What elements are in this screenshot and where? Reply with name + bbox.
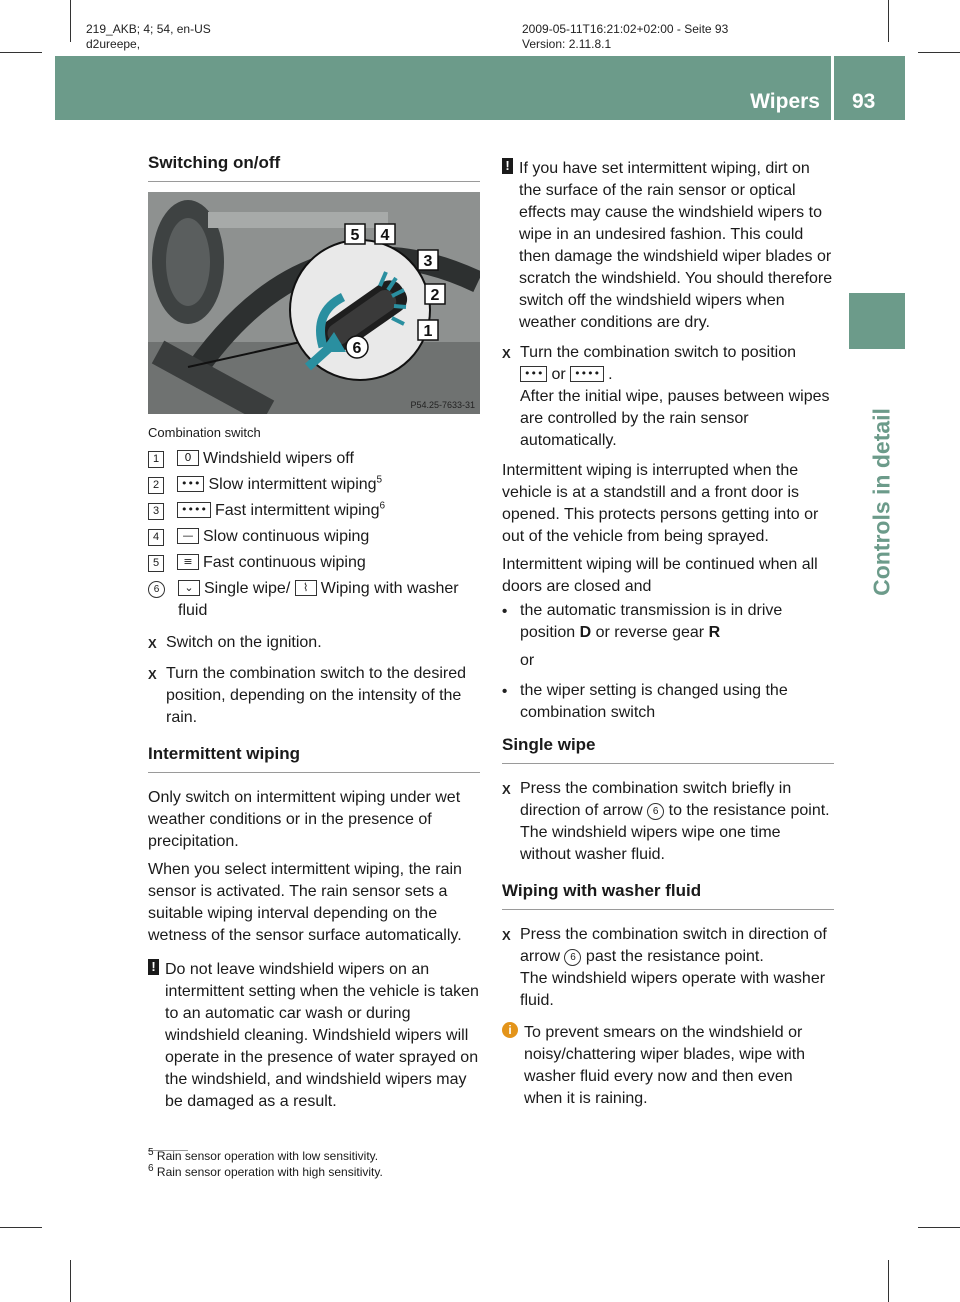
- bullet-item: [502, 680, 834, 724]
- steps-switching: [148, 632, 480, 729]
- legend-number: 2: [148, 477, 164, 494]
- crop-mark: [918, 52, 960, 53]
- step-result-text: The windshield wipers operate with washer fluid.: [520, 970, 826, 1009]
- legend-item: [148, 552, 480, 574]
- step-item: [148, 632, 480, 655]
- heading-washer: Wiping with washer fluid: [502, 880, 834, 910]
- step-arrow-icon: X: [148, 636, 157, 651]
- step-item: X Turn the combination switch to position ••• or •••• . After the initial wipe, pauses between wipes are controlled by the rain sensor automatically.: [502, 344, 830, 449]
- footnote: [148, 1164, 480, 1180]
- step-arrow-icon: X: [502, 782, 511, 797]
- combination-switch-figure: [148, 192, 480, 414]
- crop-mark: [888, 0, 889, 42]
- left-column: [148, 152, 480, 1121]
- legend-item: [148, 500, 480, 522]
- legend-number: 4: [148, 529, 164, 546]
- warning-icon: !: [148, 959, 159, 975]
- paragraph: When you select intermittent wiping, the rain sensor is activated. The rain sensor sets a suitable wiping interval depending on the wetness of the sensor surface automatically.: [148, 861, 462, 944]
- footnote-ref: 5: [376, 474, 383, 486]
- legend-text: Fast intermittent wiping: [214, 502, 380, 519]
- warning-icon: !: [502, 158, 513, 174]
- step-text: Turn the combination switch to the desired position, depending on the intensity of the rain.: [166, 665, 467, 726]
- svg-text:5: 5: [350, 227, 360, 244]
- wiper-off-icon: 0: [177, 450, 199, 466]
- chapter-label-text: Controls in detail: [868, 408, 895, 596]
- crop-mark: [70, 0, 71, 42]
- footnote: [148, 1148, 480, 1164]
- meta-left-line2: d2ureepe,: [86, 37, 141, 51]
- crop-mark: [888, 1260, 889, 1302]
- svg-text:6: 6: [352, 340, 362, 357]
- step-item: X Press the combination switch in direction of arrow 6 past the resistance point. The windshield wipers operate with washer fluid.: [502, 926, 827, 1009]
- step-item: [148, 663, 480, 729]
- or-text: or: [520, 652, 535, 669]
- legend-item: [148, 526, 480, 548]
- section-title: Wipers: [750, 90, 820, 113]
- info-note: [502, 1022, 834, 1110]
- info-icon: i: [502, 1022, 518, 1038]
- warning-note: [502, 158, 834, 334]
- crop-mark: [0, 1227, 42, 1228]
- bullet-item: • the automatic transmission is in drive position D or reverse gear R: [502, 602, 783, 641]
- crop-mark: [918, 1227, 960, 1228]
- fast-continuous-icon: ≡: [177, 554, 199, 570]
- meta-left-line1: 219_AKB; 4; 54, en-US: [86, 22, 211, 36]
- slow-intermittent-icon: •••: [177, 476, 204, 492]
- legend-number: 1: [148, 451, 164, 468]
- combination-switch-photo: [148, 192, 480, 414]
- step-arrow-icon: X: [502, 928, 511, 943]
- step-text: Turn the combination switch to position: [520, 344, 796, 361]
- meta-right-line1: 2009-05-11T16:21:02+02:00 - Seite 93: [522, 22, 729, 36]
- legend-text: Slow intermittent wiping: [208, 476, 377, 493]
- arrow-6-reference: 6: [647, 803, 664, 820]
- svg-text:1: 1: [423, 323, 433, 340]
- svg-text:3: 3: [423, 253, 433, 270]
- legend-item: [148, 448, 480, 470]
- crop-mark: [70, 1260, 71, 1302]
- arrow-6-reference: 6: [564, 949, 581, 966]
- paragraph: Intermittent wiping is interrupted when the vehicle is at a standstill and a front door is opened. This protects persons getting into or out of the vehicle from being sprayed.: [502, 462, 819, 545]
- bullet-icon: •: [502, 683, 508, 700]
- right-column: [502, 158, 834, 1118]
- legend-list: [148, 448, 480, 622]
- paragraph: Intermittent wiping will be continued when all doors are closed and: [502, 556, 818, 595]
- step-result-text: The windshield wipers wipe one time without washer fluid.: [520, 824, 781, 863]
- legend-number: 5: [148, 555, 164, 572]
- footnote-number: 6: [148, 1163, 154, 1174]
- photo-code: P54.25-7633-31: [410, 400, 475, 410]
- svg-text:2: 2: [430, 287, 440, 304]
- figure-caption: Combination switch: [148, 425, 261, 440]
- legend-item: [148, 474, 480, 496]
- footnote-number: 5: [148, 1147, 154, 1158]
- step-result-text: After the initial wipe, pauses between wipes are controlled by the rain sensor automatically.: [520, 388, 830, 449]
- legend-text: Fast continuous wiping: [203, 554, 366, 571]
- footnote-text: Rain sensor operation with low sensitivity.: [156, 1149, 379, 1163]
- crop-mark: [0, 52, 42, 53]
- heading-intermittent: Intermittent wiping: [148, 743, 480, 773]
- legend-text: Slow continuous wiping: [203, 528, 370, 545]
- washer-fluid-icon: ⌇: [295, 580, 317, 596]
- fast-intermittent-icon: ••••: [177, 502, 211, 518]
- heading-single-wipe: Single wipe: [502, 734, 834, 764]
- single-wipe-icon: ⌄: [178, 580, 200, 596]
- page-number: 93: [852, 90, 876, 113]
- step-arrow-icon: X: [502, 346, 511, 361]
- warning-note: [148, 959, 480, 1113]
- warning-text: Do not leave windshield wipers on an intermittent setting when the vehicle is taken to an automatic car wash or during windshield cleaning. Windshield wipers will operate in the presence of water sprayed on the windshield, and windshield wipers may be damaged as a result.: [165, 961, 479, 1110]
- footnote-ref: 6: [379, 500, 386, 512]
- legend-text: Single wipe/: [204, 580, 291, 597]
- legend-text: Wiping with washer fluid: [178, 580, 459, 619]
- warning-text: If you have set intermittent wiping, dirt on the surface of the rain sensor or optical effects may cause the windshield wipers to wipe in an undesired fashion. This could then damage the windshield wiper blades or scratch the windshield. You should therefore switch off the windshield wipers when weather conditions are dry.: [519, 160, 833, 331]
- legend-text: Windshield wipers off: [203, 450, 354, 467]
- info-text: To prevent smears on the windshield or noisy/chattering wiper blades, wipe with washer fluid every now and then even when it is raining.: [524, 1024, 806, 1107]
- heading-switching: Switching on/off: [148, 152, 480, 182]
- meta-right-line2: Version: 2.11.8.1: [522, 37, 612, 51]
- slow-continuous-icon: —: [177, 528, 199, 544]
- svg-text:4: 4: [380, 227, 390, 244]
- sidebar-tab-block: [849, 293, 905, 349]
- legend-item: [148, 578, 480, 622]
- slow-intermittent-icon: •••: [520, 366, 547, 382]
- header-separator: [831, 56, 834, 120]
- bullet-text: the wiper setting is changed using the combination switch: [520, 682, 788, 721]
- footnote-text: Rain sensor operation with high sensitivity.: [156, 1165, 383, 1179]
- bullet-icon: •: [502, 603, 508, 620]
- step-arrow-icon: X: [148, 667, 157, 682]
- footnotes: [148, 1148, 480, 1180]
- fast-intermittent-icon: ••••: [570, 366, 604, 382]
- chapter-label: [862, 367, 902, 637]
- legend-number: 3: [148, 503, 164, 520]
- legend-number-circle: 6: [148, 581, 165, 598]
- step-text: Switch on the ignition.: [166, 634, 322, 651]
- step-item: X Press the combination switch briefly in direction of arrow 6 to the resistance point. The windshield wipers wipe one time without washer fluid.: [502, 780, 830, 863]
- print-meta-right: [522, 22, 728, 52]
- print-meta-left: [86, 22, 211, 52]
- paragraph: Only switch on intermittent wiping under wet weather conditions or in the presence of precipitation.: [148, 789, 461, 850]
